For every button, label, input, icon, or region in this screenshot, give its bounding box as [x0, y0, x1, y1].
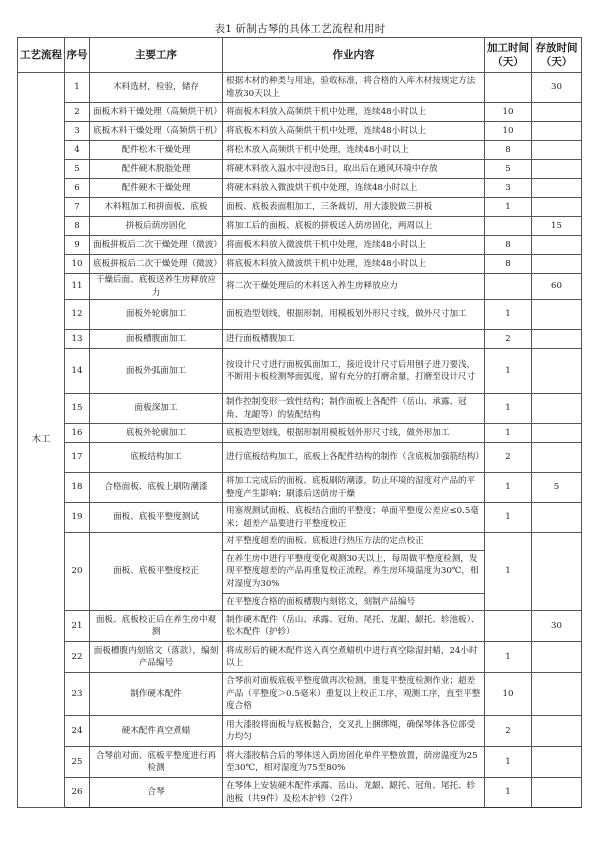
processing-days: 1	[485, 349, 532, 394]
work-content-text: 将加工完成后的面板、底板刷防潮漆，防止环境的湿度对产品的平整度产生影响；刷漆后送荫房干燥	[226, 476, 476, 499]
work-content-text: 根据木材的种类与用途，验收标准，将合格的入库木材按规定方法堆放30天以上	[226, 75, 476, 99]
work-content	[223, 300, 485, 330]
table-row	[18, 716, 582, 747]
process-table	[17, 37, 582, 808]
header-process: 主要工序	[90, 38, 223, 73]
processing-days: 1	[485, 503, 532, 533]
processing-days: 1	[485, 778, 532, 808]
work-content	[223, 236, 485, 255]
process-name: 合琴前对面、底板平整度进行再检测	[90, 747, 223, 778]
storage-days: 60	[532, 274, 582, 300]
row-number: 9	[65, 236, 90, 255]
row-number: 3	[65, 122, 90, 141]
work-content	[223, 533, 485, 611]
table-row	[18, 473, 582, 503]
row-number: 17	[65, 443, 90, 473]
process-name: 配件松木干燥处理	[90, 141, 223, 160]
work-content-text: 对平整度超差的面板、底板进行热压方法的定点校正	[226, 536, 424, 547]
storage-days	[532, 424, 582, 443]
work-content	[223, 747, 485, 778]
process-name: 配件硬木干燥处理	[90, 179, 223, 198]
process-name: 面板外轮廓加工	[90, 300, 223, 330]
row-number: 6	[65, 179, 90, 198]
work-content-text: 将二次干燥处理后的木料送入养生房释放应力	[226, 281, 398, 292]
storage-days	[532, 747, 582, 778]
work-content-text: 面板造型划线，根据形制，用模板划外形尺寸线，做外尺寸加工	[226, 309, 467, 320]
work-content-text: 将面板木料放入高频烘干机中处理，连续48小时以上	[226, 106, 426, 117]
process-name: 面板拼板后二次干燥处理（微波）	[90, 236, 223, 255]
work-content-text: 面板、底板表面粗加工，三条裁切，用大漆胶做三拼板	[226, 201, 433, 212]
row-number: 16	[65, 424, 90, 443]
table-row	[18, 274, 582, 300]
processing-days: 1	[485, 300, 532, 330]
process-name: 木料粗加工和拼面板、底板	[90, 198, 223, 217]
process-name: 配件硬木脱脂处理	[90, 160, 223, 179]
process-name: 面板、底板校正后在养生房中观测	[90, 611, 223, 642]
work-content-text: 按设计尺寸进行面板弧面加工，接近设计尺寸后用刨子进刀要浅，不断用卡板检测琴面弧度，留有充分的打磨余量，打磨至设计尺寸	[226, 359, 476, 383]
processing-days: 2	[485, 716, 532, 747]
work-content	[223, 673, 485, 716]
process-name: 木料选材，检验，储存	[90, 73, 223, 103]
process-name: 面板槽腹内刻铭文（落款），编刻产品编号	[90, 642, 223, 673]
storage-days	[532, 533, 582, 611]
table-row	[18, 503, 582, 533]
storage-days	[532, 198, 582, 217]
processing-days	[485, 73, 532, 103]
row-number: 15	[65, 394, 90, 424]
processing-days: 1	[485, 198, 532, 217]
row-number: 24	[65, 716, 90, 747]
row-number: 20	[65, 533, 90, 611]
row-number: 25	[65, 747, 90, 778]
storage-days	[532, 300, 582, 330]
storage-days	[532, 330, 582, 349]
table-row	[18, 747, 582, 778]
process-name: 底板外轮廓加工	[90, 424, 223, 443]
work-content-text: 将底板木料放入高频烘干机中处理，连续48小时以上	[226, 125, 426, 136]
work-content-text: 将松木放入高频烘干机中处理，连续48小时以上	[226, 144, 409, 155]
storage-days	[532, 716, 582, 747]
process-name: 合格面板、底板上刷防潮漆	[90, 473, 223, 503]
table-row	[18, 198, 582, 217]
work-content	[223, 160, 485, 179]
process-name: 面板木料干燥处理（高频烘干机）	[90, 103, 223, 122]
processing-days	[485, 611, 532, 642]
work-content	[223, 217, 485, 236]
table-row	[18, 141, 582, 160]
table-row	[18, 300, 582, 330]
work-content-text: 将大漆胶粘合后的琴体送入荫房固化单件平整放置，荫房温度为25至30℃，相对湿度为75至80%	[226, 750, 478, 774]
table-row	[18, 778, 582, 808]
work-content	[223, 330, 485, 349]
table-row	[18, 349, 582, 394]
row-number: 12	[65, 300, 90, 330]
table-body	[18, 73, 582, 808]
process-name: 底板拼板后二次干燥处理（微波）	[90, 255, 223, 274]
work-content	[223, 349, 485, 394]
storage-days	[532, 349, 582, 394]
processing-days: 1	[485, 424, 532, 443]
storage-days	[532, 503, 582, 533]
row-number: 1	[65, 73, 90, 103]
storage-days: 5	[532, 473, 582, 503]
work-content-text: 制作硬木配件（岳山、承露、冠角、尾托、龙龈、龈托、轸池板）、松木配件（护轸）	[226, 614, 480, 638]
storage-days	[532, 443, 582, 473]
table-row	[18, 255, 582, 274]
storage-days	[532, 103, 582, 122]
work-content	[223, 424, 485, 443]
storage-days: 15	[532, 217, 582, 236]
processing-days: 10	[485, 122, 532, 141]
work-content	[223, 611, 485, 642]
stage-cell: 木工	[18, 73, 65, 808]
process-name: 底板木料干燥处理（高频烘干机）	[90, 122, 223, 141]
work-content	[223, 179, 485, 198]
table-row	[18, 217, 582, 236]
header-no: 序号	[65, 38, 90, 73]
process-name: 面板槽腹面加工	[90, 330, 223, 349]
storage-days	[532, 141, 582, 160]
table-row	[18, 236, 582, 255]
table-row	[18, 611, 582, 642]
header-stage: 工艺流程	[18, 38, 65, 73]
row-number: 8	[65, 217, 90, 236]
work-content-text: 将硬木料放入温水中浸泡5日，取出后在通风环境中存放	[226, 163, 438, 174]
work-content-text: 在平整度合格的面板槽腹内刻铭文，刻制产品编号	[223, 593, 484, 611]
process-name: 面板、底板平整度校正	[90, 533, 223, 611]
process-name: 面板外弧面加工	[90, 349, 223, 394]
table-row	[18, 179, 582, 198]
table-row	[18, 673, 582, 716]
row-number: 5	[65, 160, 90, 179]
table-row	[18, 122, 582, 141]
row-number: 4	[65, 141, 90, 160]
storage-days	[532, 122, 582, 141]
process-name: 制作硬木配件	[90, 673, 223, 716]
table-row	[18, 443, 582, 473]
storage-days	[532, 255, 582, 274]
work-content	[223, 473, 485, 503]
row-number: 13	[65, 330, 90, 349]
processing-days: 1	[485, 642, 532, 673]
work-content	[223, 778, 485, 808]
table-row	[18, 330, 582, 349]
work-content-text: 进行面板槽腹加工	[226, 333, 295, 344]
table-row	[18, 73, 582, 103]
work-content	[223, 141, 485, 160]
work-content-text: 将面板木料放入微波烘干机中处理，连续48小时以上	[226, 239, 426, 250]
work-content-text: 将硬木料放入微波烘干机中处理，连续48小时以上	[226, 182, 418, 193]
work-content-text: 进行底板结构加工，底板上各配件结构的制作（含底板加强筋结构）	[226, 452, 484, 463]
processing-days	[485, 274, 532, 300]
work-content	[223, 443, 485, 473]
process-name: 面板深加工	[90, 394, 223, 424]
processing-days: 1	[485, 533, 532, 611]
storage-days	[532, 236, 582, 255]
row-number: 21	[65, 611, 90, 642]
work-content	[223, 255, 485, 274]
work-content-text: 制作控制变形一致性结构；制作面板上各配件（岳山、承露、冠角、龙龈等）的装配结构	[226, 397, 467, 420]
processing-days: 2	[485, 443, 532, 473]
storage-days	[532, 673, 582, 716]
table-row	[18, 160, 582, 179]
process-name: 硬木配件真空煮蜡	[90, 716, 223, 747]
processing-days: 2	[485, 330, 532, 349]
row-number: 18	[65, 473, 90, 503]
work-content	[223, 716, 485, 747]
work-content-text: 在养生房中进行平整度变化观测30天以上，每周做平整度检测，发现平整度超差的产品再重复校正流程，养生房环境温度为30℃，相对湿度为30%	[223, 550, 484, 593]
table-row	[18, 642, 582, 673]
storage-days	[532, 179, 582, 198]
work-content-text: 合琴前对面板底板平整度做再次检测，重复平整度检测作业；超差产品（平整度＞0.5毫米）重复以上校正工序，观测工序，直至平整度合格	[226, 676, 481, 712]
work-content-text: 底板造型划线，根据形制用模板划外形尺寸线，做外形加工	[226, 427, 450, 438]
processing-days: 1	[485, 747, 532, 778]
process-name: 底板结构加工	[90, 443, 223, 473]
processing-days: 10	[485, 673, 532, 716]
work-content	[223, 642, 485, 673]
row-number: 22	[65, 642, 90, 673]
row-number: 11	[65, 274, 90, 300]
processing-days: 10	[485, 103, 532, 122]
table-row	[18, 394, 582, 424]
row-number: 23	[65, 673, 90, 716]
work-content	[223, 394, 485, 424]
row-number: 19	[65, 503, 90, 533]
processing-days	[485, 217, 532, 236]
work-content-text: 在琴体上安装硬木配件承露、岳山、龙龈、龈托、冠角、尾托、轸池板（共9件）及松木护轸（2件）	[226, 781, 476, 804]
header-proc-time: 加工时间（天）	[485, 38, 532, 73]
work-content-text: 用大漆胶将面板与底板黏合，交叉扎上捆绑绳，确保琴体各位部受力均匀	[226, 719, 476, 743]
work-content	[223, 73, 485, 103]
table-row	[18, 103, 582, 122]
header-content: 作业内容	[223, 38, 485, 73]
processing-days: 3	[485, 179, 532, 198]
header-store-time: 存放时间（天）	[532, 38, 582, 73]
work-content	[223, 103, 485, 122]
table-row	[18, 424, 582, 443]
row-number: 2	[65, 103, 90, 122]
processing-days: 1	[485, 473, 532, 503]
storage-days: 30	[532, 611, 582, 642]
row-number: 7	[65, 198, 90, 217]
process-name: 干燥后面、底板送养生房释放应力	[90, 274, 223, 300]
process-name: 合琴	[90, 778, 223, 808]
work-content	[223, 274, 485, 300]
work-content-text: 将成形后的硬木配件送入真空煮蜡机中进行真空除湿封蜡，24小时以上	[226, 645, 478, 669]
work-content	[223, 198, 485, 217]
process-name: 拼板后荫房固化	[90, 217, 223, 236]
work-content-text: 将底板木料放入微波烘干机中处理，连续48小时以上	[226, 258, 426, 269]
row-number: 10	[65, 255, 90, 274]
table-caption: 表1 斫制古琴的具体工艺流程和用时	[214, 23, 386, 35]
table-row	[18, 533, 582, 611]
process-name: 面板、底板平整度测试	[90, 503, 223, 533]
storage-days	[532, 160, 582, 179]
storage-days	[532, 394, 582, 424]
processing-days: 1	[485, 394, 532, 424]
table-header-row	[18, 38, 582, 73]
row-number: 14	[65, 349, 90, 394]
storage-days	[532, 778, 582, 808]
storage-days	[532, 642, 582, 673]
work-content	[223, 122, 485, 141]
storage-days: 30	[532, 73, 582, 103]
work-content	[223, 503, 485, 533]
row-number: 26	[65, 778, 90, 808]
work-content-text: 用塞规测试面板、底板结合面的平整度；单面平整度公差应≤0.5毫米；超差产品要进行平整度校正	[226, 506, 479, 529]
processing-days: 8	[485, 236, 532, 255]
processing-days: 5	[485, 160, 532, 179]
work-content-text: 将加工后的面板、底板的拼板送入荫房固化，两周以上	[226, 220, 433, 231]
processing-days: 8	[485, 255, 532, 274]
processing-days: 8	[485, 141, 532, 160]
